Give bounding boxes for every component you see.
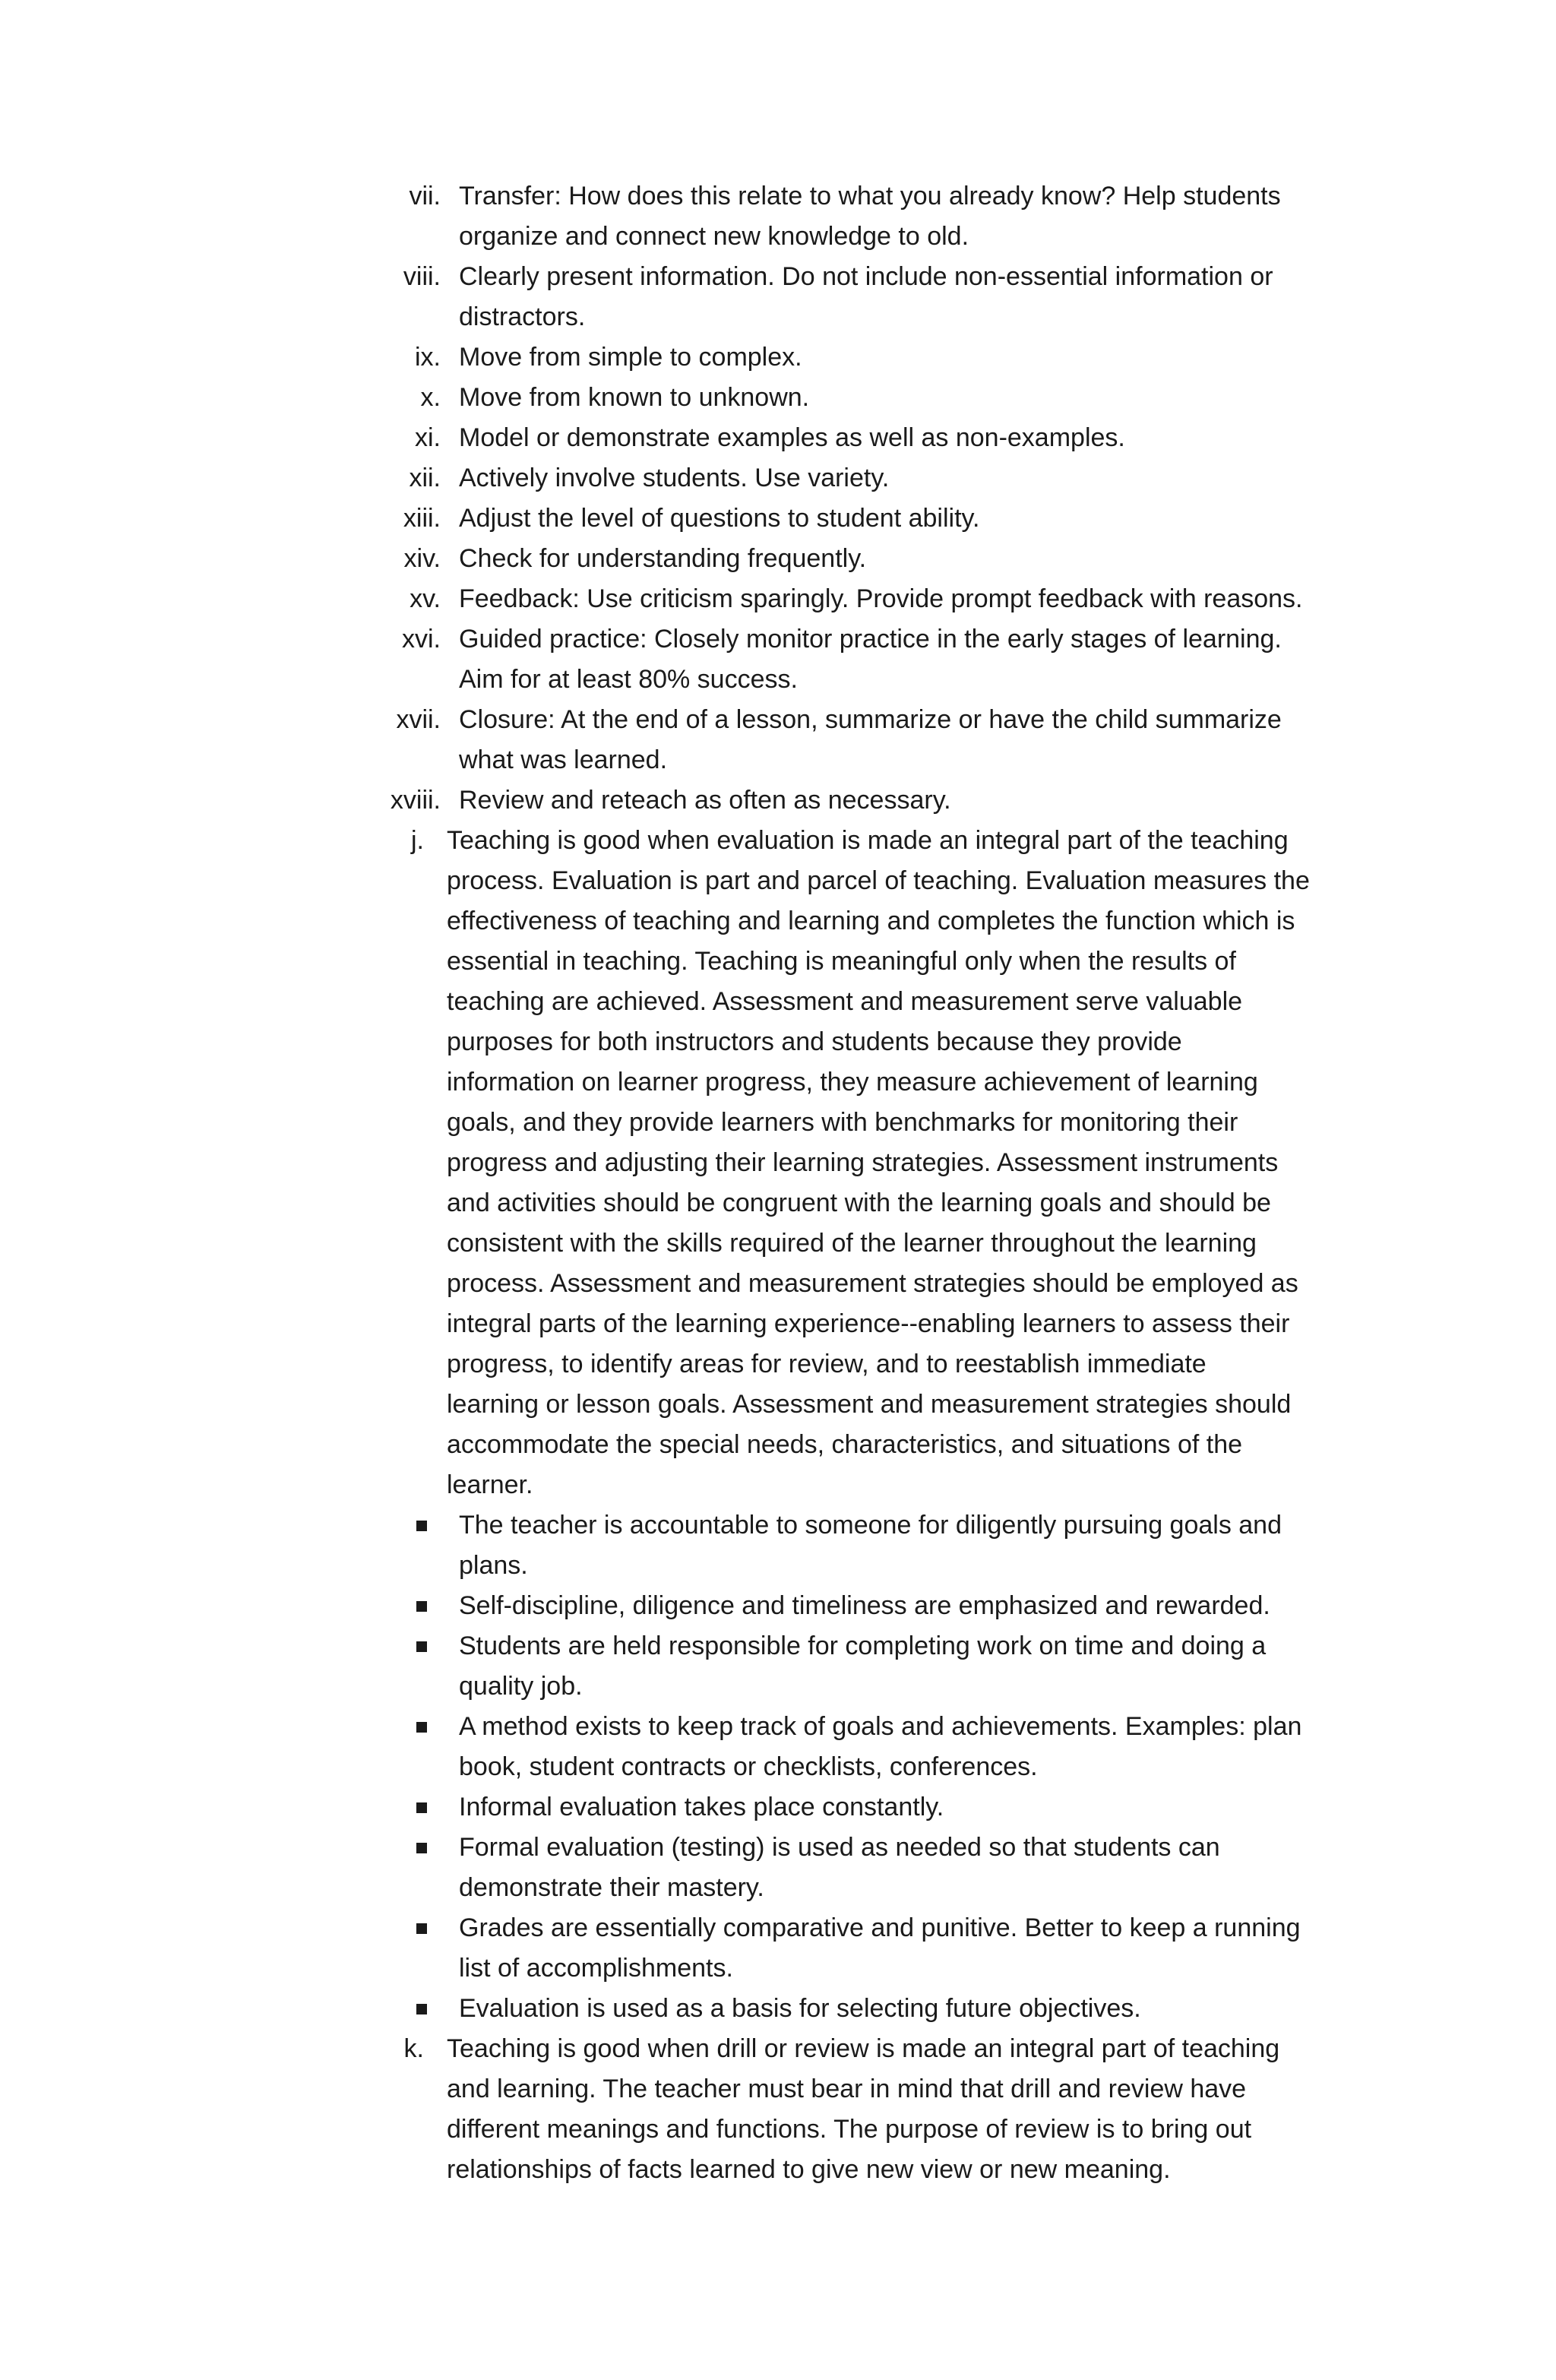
list-marker: xiv.	[403, 544, 441, 573]
list-item	[0, 337, 1556, 378]
list-marker: vii.	[409, 182, 441, 210]
list-marker: j.	[411, 826, 424, 855]
list-marker: xv.	[410, 584, 441, 613]
list-marker: xviii.	[390, 786, 441, 815]
list-item	[0, 176, 1556, 257]
bullet-item	[0, 1828, 1556, 1908]
list-item-text: Adjust the level of questions to student ability.	[459, 504, 980, 533]
square-bullet-icon	[416, 1601, 427, 1612]
bullet-item	[0, 1586, 1556, 1626]
list-item-text: Move from known to unknown.	[459, 383, 810, 412]
bullet-item	[0, 1626, 1556, 1707]
list-item	[0, 539, 1556, 579]
bullet-item	[0, 1787, 1556, 1828]
list-item-text: Feedback: Use criticism sparingly. Provide prompt feedback with reasons.	[459, 584, 1303, 613]
bullet-item	[0, 1707, 1556, 1787]
bullet-text: A method exists to keep track of goals and achievements. Examples: plan book, student contracts or checklists, conferences.	[459, 1712, 1302, 1781]
list-item-text: Clearly present information. Do not include non-essential information or distractors.	[459, 262, 1273, 331]
square-bullet-icon	[416, 1722, 427, 1733]
bullet-text: Self-discipline, diligence and timeliness are emphasized and rewarded.	[459, 1591, 1270, 1620]
square-bullet-icon	[416, 1521, 427, 1531]
list-item	[0, 700, 1556, 780]
list-item-text: Transfer: How does this relate to what you already know? Help students organize and connect new knowledge to old.	[459, 182, 1281, 251]
square-bullet-icon	[416, 2004, 427, 2014]
list-item-k	[0, 2029, 1556, 2190]
bullet-text: The teacher is accountable to someone for diligently pursuing goals and plans.	[459, 1511, 1282, 1580]
list-item	[0, 780, 1556, 821]
list-marker: x.	[420, 383, 441, 412]
list-item	[0, 579, 1556, 619]
bullet-item	[0, 1989, 1556, 2029]
bullet-text: Evaluation is used as a basis for selecting future objectives.	[459, 1994, 1141, 2023]
document-page	[0, 176, 1556, 2190]
list-item-text: Review and reteach as often as necessary.	[459, 786, 951, 815]
list-item-text: Actively involve students. Use variety.	[459, 464, 890, 492]
square-bullet-icon	[416, 1802, 427, 1813]
paragraph-drill-review: Teaching is good when drill or review is made an integral part of teaching and learning. The teacher must bear in mind that drill and review have different meanings and functions. The purpose of review is to bring out relationships of facts learned to give new view or new meaning.	[447, 2034, 1280, 2184]
list-marker: xi.	[415, 423, 441, 452]
list-item	[0, 257, 1556, 337]
list-item	[0, 458, 1556, 498]
list-marker: k.	[403, 2034, 424, 2063]
list-item-text: Check for understanding frequently.	[459, 544, 867, 573]
list-marker: xvi.	[402, 625, 441, 654]
square-bullet-icon	[416, 1843, 427, 1853]
bullet-item	[0, 1908, 1556, 1989]
list-item	[0, 498, 1556, 539]
bullet-text: Formal evaluation (testing) is used as needed so that students can demonstrate their mastery.	[459, 1833, 1220, 1902]
list-item-text: Closure: At the end of a lesson, summarize or have the child summarize what was learned.	[459, 705, 1282, 774]
bullet-text: Informal evaluation takes place constantly.	[459, 1793, 944, 1821]
paragraph-evaluation: Teaching is good when evaluation is made an integral part of the teaching process. Evaluation is part and parcel of teaching. Evaluation measures the effectiveness of teaching and learning and completes the function which is essential in teaching. Teaching is meaningful only when the results of teaching are achieved. Assessment and measurement serve valuable purposes for both instructors and students because they provide information on learner progress, they measure achievement of learning goals, and they provide learners with benchmarks for monitoring their progress and adjusting their learning strategies. Assessment instruments and activities should be congruent with the learning goals and should be consistent with the skills required of the learner throughout the learning process. Assessment and measurement strategies should be employed as integral parts of the learning experience--enabling learners to assess their progress, to identify areas for review, and to reestablish immediate learning or lesson goals. Assessment and measurement strategies should accommodate the special needs, characteristics, and situations of the learner.	[447, 826, 1310, 1499]
list-item-text: Guided practice: Closely monitor practice in the early stages of learning. Aim for at least 80% success.	[459, 625, 1282, 694]
list-marker: ix.	[415, 343, 441, 372]
list-item	[0, 619, 1556, 700]
square-bullet-icon	[416, 1923, 427, 1934]
bullet-item	[0, 1505, 1556, 1586]
list-marker: viii.	[403, 262, 441, 291]
bullet-text: Students are held responsible for completing work on time and doing a quality job.	[459, 1632, 1267, 1701]
list-item	[0, 418, 1556, 458]
list-item-text: Model or demonstrate examples as well as non-examples.	[459, 423, 1125, 452]
square-bullet-icon	[416, 1641, 427, 1652]
list-marker: xiii.	[403, 504, 441, 533]
list-item-j	[0, 821, 1556, 1505]
list-marker: xvii.	[396, 705, 441, 734]
list-marker: xii.	[409, 464, 441, 492]
bullet-text: Grades are essentially comparative and punitive. Better to keep a running list of accomplishments.	[459, 1913, 1301, 1983]
list-item-text: Move from simple to complex.	[459, 343, 802, 372]
list-item	[0, 378, 1556, 418]
